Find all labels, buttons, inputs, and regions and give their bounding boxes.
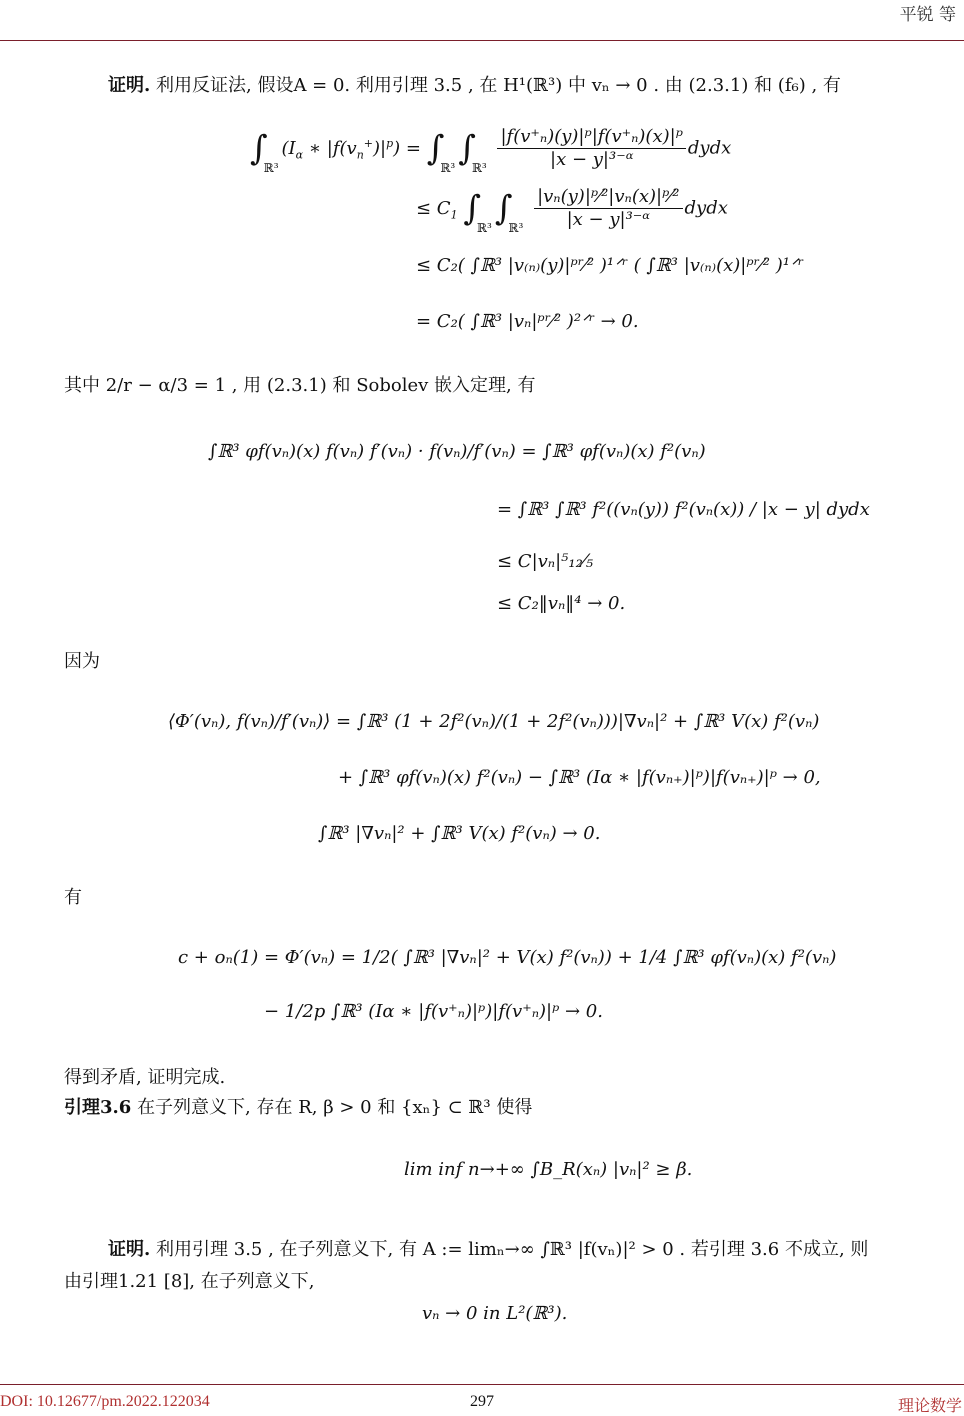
- equation2-line-2: = ∫ℝ³ ∫ℝ³ f²((vₙ(y)) f²(vₙ(x)) / |x − y| dydx: [497, 499, 870, 520]
- paragraph-4: 有: [64, 887, 82, 908]
- equation2-line-3: ≤ C|vₙ|⁵₁₂⁄₅: [497, 551, 594, 572]
- equation-line-1: $\int_{ℝ^3}(I_\alpha$ ∗ $|f(v_n^+)|^p) = \int_{ℝ^3}\int_{ℝ^3}$ $\frac{\text{|f(v⁺ₙ)(y)|ᵖ|f(v⁺ₙ)(x)|ᵖ}}{\text{|x − y|³⁻ᵅ}}$ dydx: [250, 126, 732, 175]
- proof-paragraph-2: [108, 1236, 938, 1264]
- proof-text-line-2: 由引理1.21 [8], 在子列意义下,: [64, 1271, 315, 1292]
- header-rule: [0, 40, 964, 41]
- paragraph-2: 其中 2/r − α/3 = 1 , 用 (2.3.1) 和 Sobolev 嵌入定理, 有: [64, 375, 536, 396]
- equation5: lim inf n→+∞ ∫B_R(xₙ) |vₙ|² ≥ β.: [404, 1159, 693, 1180]
- lemma-label: 引理3.6: [64, 1097, 132, 1118]
- proof-label-2: 证明.: [108, 1239, 151, 1260]
- footer-rule: [0, 1384, 964, 1385]
- footer-page-number: 297: [470, 1393, 494, 1410]
- lemma-statement: [64, 1094, 934, 1122]
- running-header-author: 平锐 等: [899, 5, 956, 25]
- equation2-line-1: ∫ℝ³ φf(vₙ)(x) f(vₙ) f′(vₙ) · f(vₙ)/f′(vₙ) = ∫ℝ³ φf(vₙ)(x) f²(vₙ): [208, 441, 706, 462]
- proof-paragraph-1: [108, 72, 964, 100]
- lemma-text: 在子列意义下, 存在 R, β > 0 和 {xₙ} ⊂ ℝ³ 使得: [137, 1097, 533, 1118]
- proof-text-line-1: 利用引理 3.5 , 在子列意义下, 有 A := limₙ→∞ ∫ℝ³ |f(vₙ)|² > 0 . 若引理 3.6 不成立, 则: [156, 1239, 869, 1260]
- equation6: vₙ → 0 in L²(ℝ³).: [422, 1303, 568, 1324]
- eq1-l2-denominator: |x − y|³⁻ᵅ: [566, 209, 650, 230]
- paragraph-5: 得到矛盾, 证明完成.: [64, 1067, 226, 1088]
- equation2-line-4: ≤ C₂‖vₙ‖⁴ → 0.: [497, 593, 626, 614]
- equation3-line-1: ⟨Φ′(vₙ), f(vₙ)/f′(vₙ)⟩ = ∫ℝ³ (1 + 2f²(vₙ)/(1 + 2f²(vₙ)))|∇vₙ|² + ∫ℝ³ V(x) f²(vₙ): [168, 711, 820, 732]
- equation3-line-2: + ∫ℝ³ φf(vₙ)(x) f²(vₙ) − ∫ℝ³ (Iα ∗ |f(vₙ₊)|ᵖ)|f(vₙ₊)|ᵖ → 0,: [338, 767, 821, 788]
- proof-label: 证明.: [108, 75, 151, 96]
- proof-text: 利用反证法, 假设A = 0. 利用引理 3.5 , 在 H¹(ℝ³) 中 vₙ → 0 . 由 (2.3.1) 和 (f₆) , 有: [156, 75, 841, 96]
- equation4-line-1: c + oₙ(1) = Φ′(vₙ) = 1/2( ∫ℝ³ |∇vₙ|² + V(x) f²(vₙ)) + 1/4 ∫ℝ³ φf(vₙ)(x) f²(vₙ): [178, 947, 837, 968]
- eq1-l2-numerator: |vₙ(y)|ᵖ⁄²|vₙ(x)|ᵖ⁄²: [534, 186, 682, 209]
- equation-line-3: ≤ C₂( ∫ℝ³ |v₍ₙ₎(y)|ᵖʳ⁄² )¹ᐟʳ ( ∫ℝ³ |v₍ₙ₎(x)|ᵖʳ⁄² )¹ᐟʳ: [416, 255, 804, 276]
- footer-doi-link[interactable]: DOI: 10.12677/pm.2022.122034: [0, 1393, 210, 1410]
- paragraph-3: 因为: [64, 651, 100, 672]
- equation3-line-3: ∫ℝ³ |∇vₙ|² + ∫ℝ³ V(x) f²(vₙ) → 0.: [318, 823, 601, 844]
- equation4-line-2: − 1/2p ∫ℝ³ (Iα ∗ |f(v⁺ₙ)|ᵖ)|f(v⁺ₙ)|ᵖ → 0.: [264, 1001, 603, 1022]
- equation-line-2: ≤ $C_1$ $\int_{ℝ^3}\int_{ℝ^3}$ $\frac{\text{|vₙ(y)|ᵖ⁄²|vₙ(x)|ᵖ⁄²}}{\text{|x − y|³⁻ᵅ}}$ dydx: [416, 186, 728, 235]
- eq1-numerator: |f(v⁺ₙ)(y)|ᵖ|f(v⁺ₙ)(x)|ᵖ: [497, 126, 685, 149]
- equation-line-4: = C₂( ∫ℝ³ |vₙ|ᵖʳ⁄² )²ᐟʳ → 0.: [416, 311, 639, 332]
- eq1-denominator: |x − y|³⁻ᵅ: [550, 149, 634, 170]
- footer-journal-link[interactable]: 理论数学: [897, 1398, 962, 1415]
